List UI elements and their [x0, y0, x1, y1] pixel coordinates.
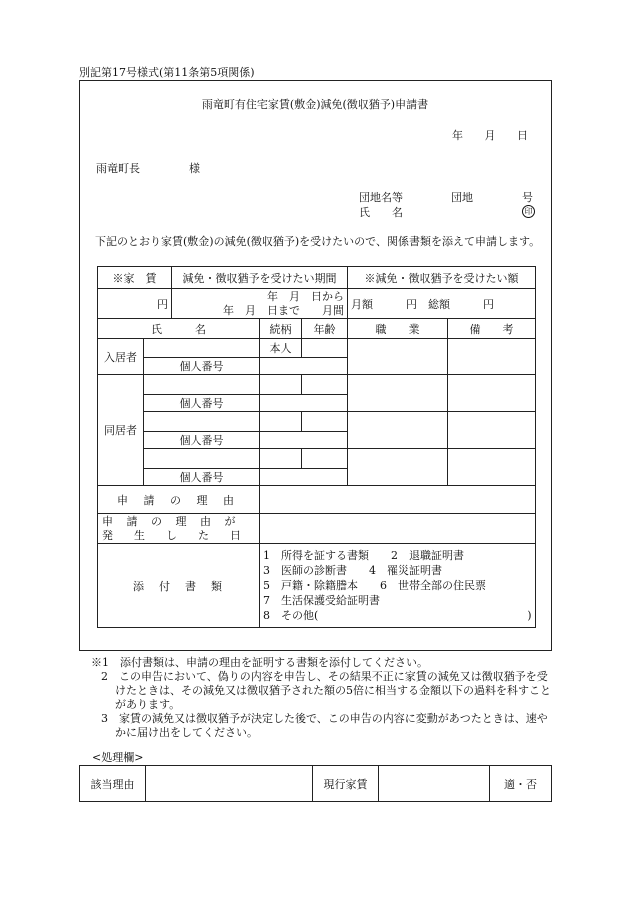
- period-cell[interactable]: [172, 289, 348, 319]
- cohabitant-relation-cell[interactable]: [260, 449, 302, 469]
- date-year[interactable]: 年: [452, 129, 463, 142]
- cohabitant-age-cell[interactable]: [302, 449, 348, 469]
- processing-reason-cell[interactable]: [146, 766, 313, 802]
- tenant-name-cell[interactable]: [144, 339, 260, 358]
- attachment-item[interactable]: 1 所得を証する書類 2 退職証明書: [263, 549, 464, 562]
- cohabitant-id-cell[interactable]: [260, 432, 348, 449]
- rent-amount-cell[interactable]: 円: [98, 289, 172, 319]
- reduction-amount-cell[interactable]: [348, 289, 536, 319]
- processing-table: [79, 765, 552, 802]
- remarks-header: 備 考: [448, 319, 536, 339]
- name-header: 氏 名: [98, 319, 260, 339]
- tenant-remarks-cell[interactable]: [448, 339, 536, 375]
- period-from: 年 月 日から: [267, 289, 345, 303]
- note-item: ※1 添付書類は、申請の理由を証明する書類を添付してください。: [91, 656, 428, 669]
- cohabitant-name-cell[interactable]: [144, 375, 260, 395]
- note-item: 3 家賃の減免又は徴収猶予が決定した後で、この申告の内容に変動があつたときは、速やかに届け出をしてください。: [101, 712, 548, 739]
- cohabitant-relation-cell[interactable]: [260, 375, 302, 395]
- total-amount: 総額 円: [428, 297, 495, 311]
- cohabitant-job-cell[interactable]: [348, 375, 448, 412]
- cohabitant-relation-cell[interactable]: [260, 412, 302, 432]
- cohabitant-job-cell[interactable]: [348, 449, 448, 486]
- attachment-item[interactable]: 8 その他( ): [263, 609, 532, 622]
- applicant-name-label: 氏 名: [359, 206, 403, 219]
- attachments-list: [260, 544, 536, 628]
- application-table: [97, 266, 536, 628]
- notes: [91, 656, 551, 740]
- date-line: [452, 127, 528, 143]
- tenant-id-label: 個人番号: [144, 358, 260, 375]
- cohabitant-remarks-cell[interactable]: [448, 449, 536, 486]
- intro-text: 下記のとおり家賃(敷金)の減免(徴収猶予)を受けたいので、関係書類を添えて申請します。: [95, 235, 541, 248]
- addressee-name: 雨竜町長: [96, 162, 140, 175]
- relation-header: 続柄: [260, 319, 302, 339]
- cohabitant-id-label: 個人番号: [144, 395, 260, 412]
- cohabitant-age-cell[interactable]: [302, 412, 348, 432]
- cohabitant-id-cell[interactable]: [260, 395, 348, 412]
- reason-cell[interactable]: [260, 486, 536, 514]
- rent-header: ※家 賃: [98, 267, 172, 289]
- processing-approval-cell[interactable]: 適・否: [490, 766, 552, 802]
- attachment-item[interactable]: 5 戸籍・除籍謄本 6 世帯全部の住民票: [263, 579, 486, 592]
- age-header: 年齢: [302, 319, 348, 339]
- page-title: 雨竜町有住宅家賃(敷金)減免(徴収猶予)申請書: [201, 98, 429, 111]
- reason-label: 申 請 の 理 由: [98, 486, 260, 514]
- complex-label: 団地名等: [359, 191, 403, 204]
- period-header: 減免・徴収猶予を受けたい期間: [172, 267, 348, 289]
- reason-date-cell[interactable]: [260, 514, 536, 544]
- cohabitant-remarks-cell[interactable]: [448, 375, 536, 412]
- job-header: 職 業: [348, 319, 448, 339]
- processing-label: <処理欄>: [92, 751, 144, 764]
- cohabitant-id-cell[interactable]: [260, 469, 348, 486]
- cohabitant-id-label: 個人番号: [144, 432, 260, 449]
- cohabitant-job-cell[interactable]: [348, 412, 448, 449]
- applicant-block: [359, 190, 535, 220]
- tenant-relation-cell: 本人: [260, 339, 302, 358]
- cohabitant-name-cell[interactable]: [144, 449, 260, 469]
- reason-date-label: [98, 514, 260, 544]
- date-day[interactable]: 日: [517, 129, 528, 142]
- tenant-id-cell[interactable]: [260, 358, 348, 375]
- attachment-item[interactable]: 3 医師の診断書 4 罹災証明書: [263, 564, 442, 577]
- note-item: 2 この申告において、偽りの内容を申告し、その結果不正に家賃の減免又は徴収猶予を受けたときは、その減免又は徴収猶予された額の5倍に相当する金額以下の過料を科すことがあります。: [101, 670, 551, 711]
- processing-rent-label: 現行家賃: [313, 766, 379, 802]
- cohabitant-id-label: 個人番号: [144, 469, 260, 486]
- complex-unit[interactable]: 団地: [451, 191, 473, 204]
- cohabitant-label: 同居者: [98, 375, 144, 486]
- room-number-unit[interactable]: 号: [522, 191, 533, 204]
- seal-mark: 印: [522, 205, 535, 218]
- addressee-honorific: 様: [189, 162, 200, 175]
- attachments-label: 添 付 書 類: [98, 544, 260, 628]
- amount-header: ※減免・徴収猶予を受けたい額: [348, 267, 536, 289]
- reason-date-label-line1: 申 請 の 理 由 が: [102, 514, 241, 528]
- cohabitant-remarks-cell[interactable]: [448, 412, 536, 449]
- attachment-item[interactable]: 7 生活保護受給証明書: [263, 594, 380, 607]
- processing-rent-cell[interactable]: [379, 766, 490, 802]
- reason-date-label-line2: 発 生 し た 日: [102, 528, 246, 542]
- tenant-age-cell[interactable]: [302, 339, 348, 358]
- tenant-job-cell[interactable]: [348, 339, 448, 375]
- period-to: 年 月 日まで 月間: [223, 303, 345, 317]
- cohabitant-age-cell[interactable]: [302, 375, 348, 395]
- monthly-amount: 月額 円: [351, 297, 418, 311]
- form-label: 別記第17号様式(第11条第5項関係): [79, 66, 255, 79]
- processing-reason-label: 該当理由: [80, 766, 146, 802]
- cohabitant-name-cell[interactable]: [144, 412, 260, 432]
- tenant-label: 入居者: [98, 339, 144, 375]
- date-month[interactable]: 月: [484, 129, 496, 142]
